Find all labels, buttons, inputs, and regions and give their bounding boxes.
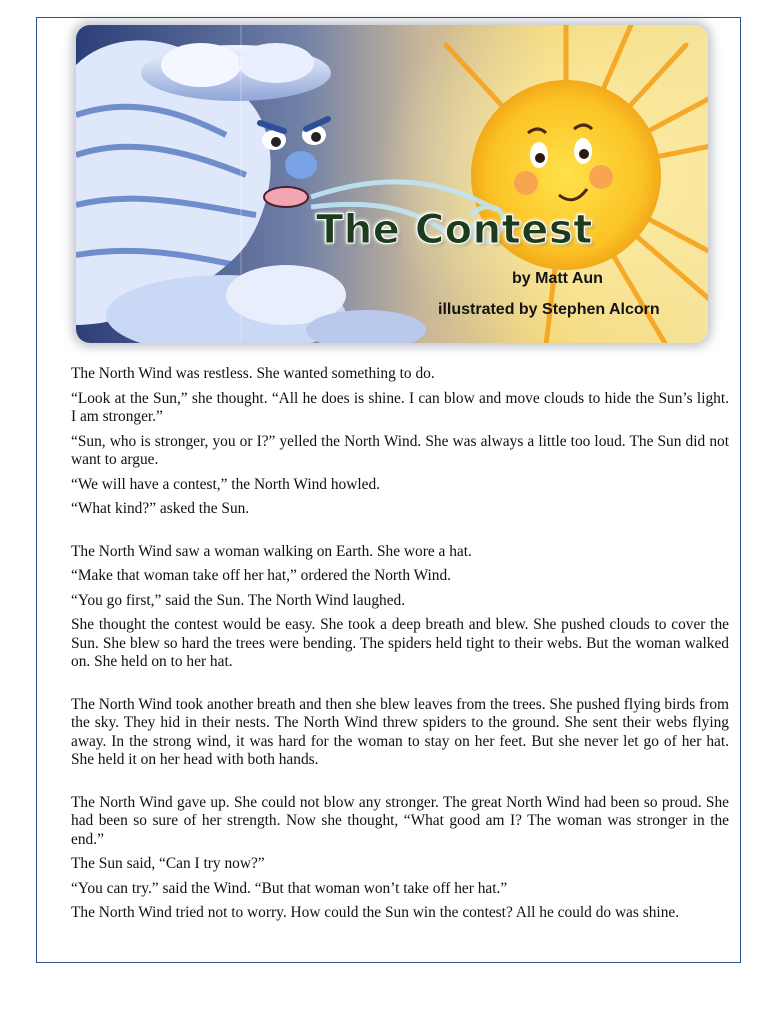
story-paragraph: She thought the contest would be easy. She took a deep breath and blew. She pushed clouds to cover the Sun. She blew so hard the trees were bending. The spiders held tight to their webs. But the woman walked on. She held on to her hat. (71, 616, 729, 670)
story-paragraph: The North Wind tried not to worry. How could the Sun win the contest? All he could do was shine. (71, 904, 680, 921)
story-paragraph: The North Wind took another breath and then she blew leaves from the trees. She pushed flying birds from the sky. They hid in their nests. The North Wind threw spiders to the ground. She sent their webs flying away. In the strong wind, it was hard for the woman to stay on her feet. But she never let go of her hat. She held it on her head with both hands. (71, 695, 729, 768)
illustrator-credit: illustrated by Stephen Alcorn (438, 301, 660, 318)
story-paragraph: The North Wind gave up. She could not blow any stronger. The great North Wind had been so proud. She had been so sure of her strength. Now she thought, “What good am I? The woman was stronger in the end.” (71, 793, 729, 848)
story-paragraph: “Sun, who is stronger, you or I?” yelled the North Wind. She was always a little too loud. The Sun did not want to argue. (71, 432, 729, 468)
story-title: The Contest (316, 207, 593, 253)
author-byline: by Matt Aun (512, 270, 603, 287)
story-paragraph: The Sun said, “Can I try now?” (71, 855, 265, 872)
story-paragraph: “What kind?” asked the Sun. (71, 500, 250, 517)
story-text (71, 365, 729, 929)
page-frame (36, 17, 741, 963)
story-paragraph: “We will have a contest,” the North Wind howled. (71, 475, 380, 493)
title-banner (76, 25, 708, 343)
story-paragraph: “Look at the Sun,” she thought. “All he does is shine. I can blow and move clouds to hide the Sun’s light. I am stronger.” (71, 389, 729, 425)
story-paragraph: “You go first,” said the Sun. The North Wind laughed. (71, 591, 406, 609)
story-paragraph: The North Wind saw a woman walking on Earth. She wore a hat. (71, 542, 472, 560)
story-paragraph: “Make that woman take off her hat,” ordered the North Wind. (71, 567, 452, 584)
banner-illustration (76, 25, 708, 343)
story-paragraph: “You can try.” said the Wind. “But that woman won’t take off her hat.” (71, 879, 508, 897)
story-paragraph: The North Wind was restless. She wanted something to do. (71, 365, 435, 382)
